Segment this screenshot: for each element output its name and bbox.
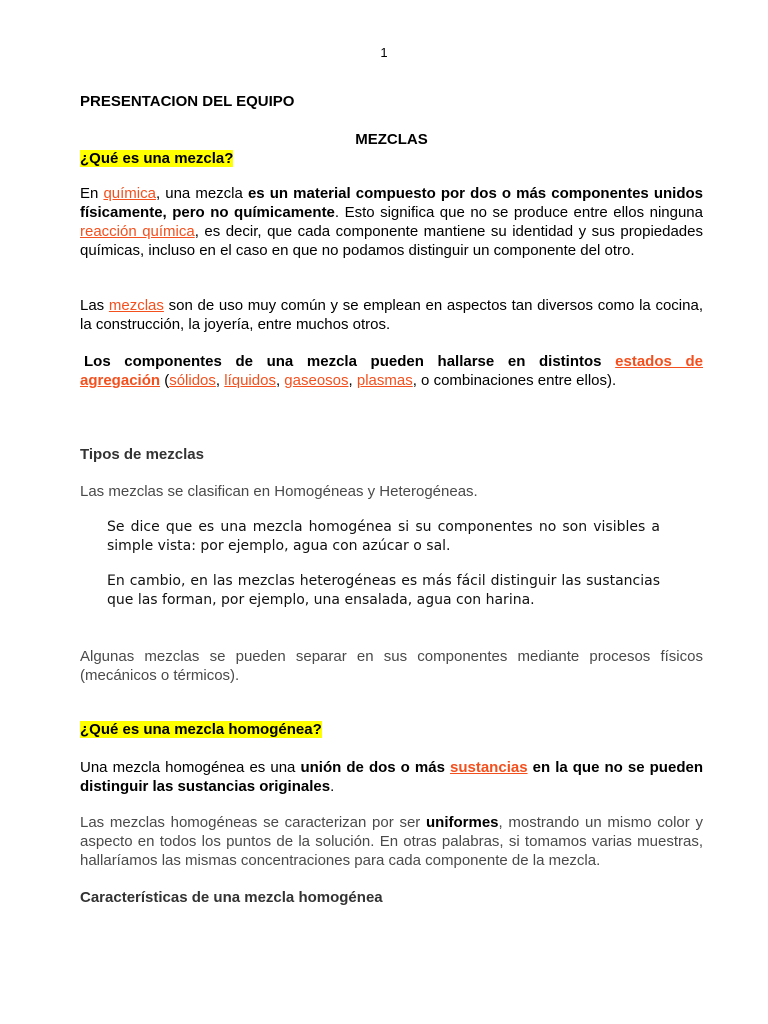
- paragraph-homogenea-desc: Se dice que es una mezcla homogénea si su componentes no son visibles a simple vista: por ejemplo, agua con azúcar o sal.: [107, 519, 660, 554]
- text-run: , mostrando un mismo color y aspecto en todos los puntos de la solución. En otras palabras, si tomamos varias muestras, hallaríamos las mismas concentraciones para cada componente de la mezcla.: [80, 814, 703, 869]
- link-gaseosos[interactable]: gaseosos: [284, 372, 349, 389]
- heading-tipos: Tipos de mezclas: [80, 446, 204, 463]
- paragraph-separar: Algunas mezclas se pueden separar en sus componentes mediante procesos físicos (mecánicos o térmicos).: [80, 648, 703, 684]
- team-title: PRESENTACION DEL EQUIPO: [80, 93, 295, 110]
- text-run: .: [330, 778, 335, 795]
- text-run: , es decir, que cada componente mantiene su identidad y sus propiedades químicas, incluso en el caso en que no podamos distinguir un componente del otro.: [80, 223, 703, 259]
- paragraph-heterogenea-desc: En cambio, en las mezclas heterogéneas es más fácil distinguir las sustancias que las forman, por ejemplo, una ensalada, agua con harina.: [107, 573, 660, 608]
- text-run: , o combinaciones entre ellos).: [412, 372, 617, 389]
- heading-highlight: ¿Qué es una mezcla homogénea?: [80, 721, 322, 738]
- main-title: MEZCLAS: [355, 131, 428, 148]
- heading-caracteristicas: Características de una mezcla homogénea: [80, 889, 383, 906]
- text-run: Las mezclas homogéneas se caracterizan por ser: [80, 814, 426, 831]
- link-plasmas[interactable]: plasmas: [356, 372, 413, 389]
- paragraph-homogenea-def: [80, 758, 703, 796]
- page-number: 1: [380, 45, 388, 60]
- bold-run: uniformes: [426, 814, 499, 831]
- text-run: . Esto significa que no se produce entre ellos ninguna: [334, 204, 703, 221]
- link-mezclas[interactable]: mezclas: [108, 297, 164, 314]
- paragraph-uses: [80, 296, 703, 334]
- paragraph-states-line1: [80, 352, 703, 371]
- section-heading-mezcla: [80, 149, 703, 168]
- text-run: Las: [80, 297, 109, 314]
- link-estados-de-agregacion-cont[interactable]: agregación: [80, 372, 161, 389]
- text-run: ,: [215, 372, 225, 389]
- heading-highlight: ¿Qué es una mezcla?: [80, 150, 234, 167]
- paragraph-clasificacion: Las mezclas se clasifican en Homogéneas y Heterogéneas.: [80, 483, 478, 500]
- paragraph-definition: [80, 184, 703, 260]
- bold-run: es un material compuesto por dos o más componentes unidos físicamente, pero no químicamente: [80, 185, 703, 221]
- link-quimica[interactable]: química: [103, 185, 156, 202]
- bold-run: unión de dos o más: [300, 759, 450, 776]
- bold-run: Los componentes de una mezcla pueden hallarse en distintos: [84, 353, 602, 370]
- text-run: Una mezcla homogénea es una: [80, 759, 301, 776]
- text-run: ,: [348, 372, 357, 389]
- link-reaccion-quimica[interactable]: reacción química: [80, 223, 195, 240]
- text-run: (: [160, 372, 170, 389]
- paragraph-states-line2: [80, 371, 703, 390]
- text-run: , una mezcla: [155, 185, 248, 202]
- link-sustancias[interactable]: sustancias: [450, 759, 528, 776]
- text-run: ,: [275, 372, 285, 389]
- text-run: En: [80, 185, 104, 202]
- link-estados-de-agregacion[interactable]: estados de: [615, 353, 703, 370]
- text-run: son de uso muy común y se emplean en aspectos tan diversos como la cocina, la construcción, la joyería, entre muchos otros.: [80, 297, 703, 333]
- section-heading-homogenea: [80, 720, 703, 739]
- link-solidos[interactable]: sólidos: [169, 372, 216, 389]
- bold-run: en la que no se pueden distinguir las sustancias originales: [80, 759, 703, 795]
- link-liquidos[interactable]: líquidos: [224, 372, 276, 389]
- paragraph-uniformes: [80, 813, 703, 870]
